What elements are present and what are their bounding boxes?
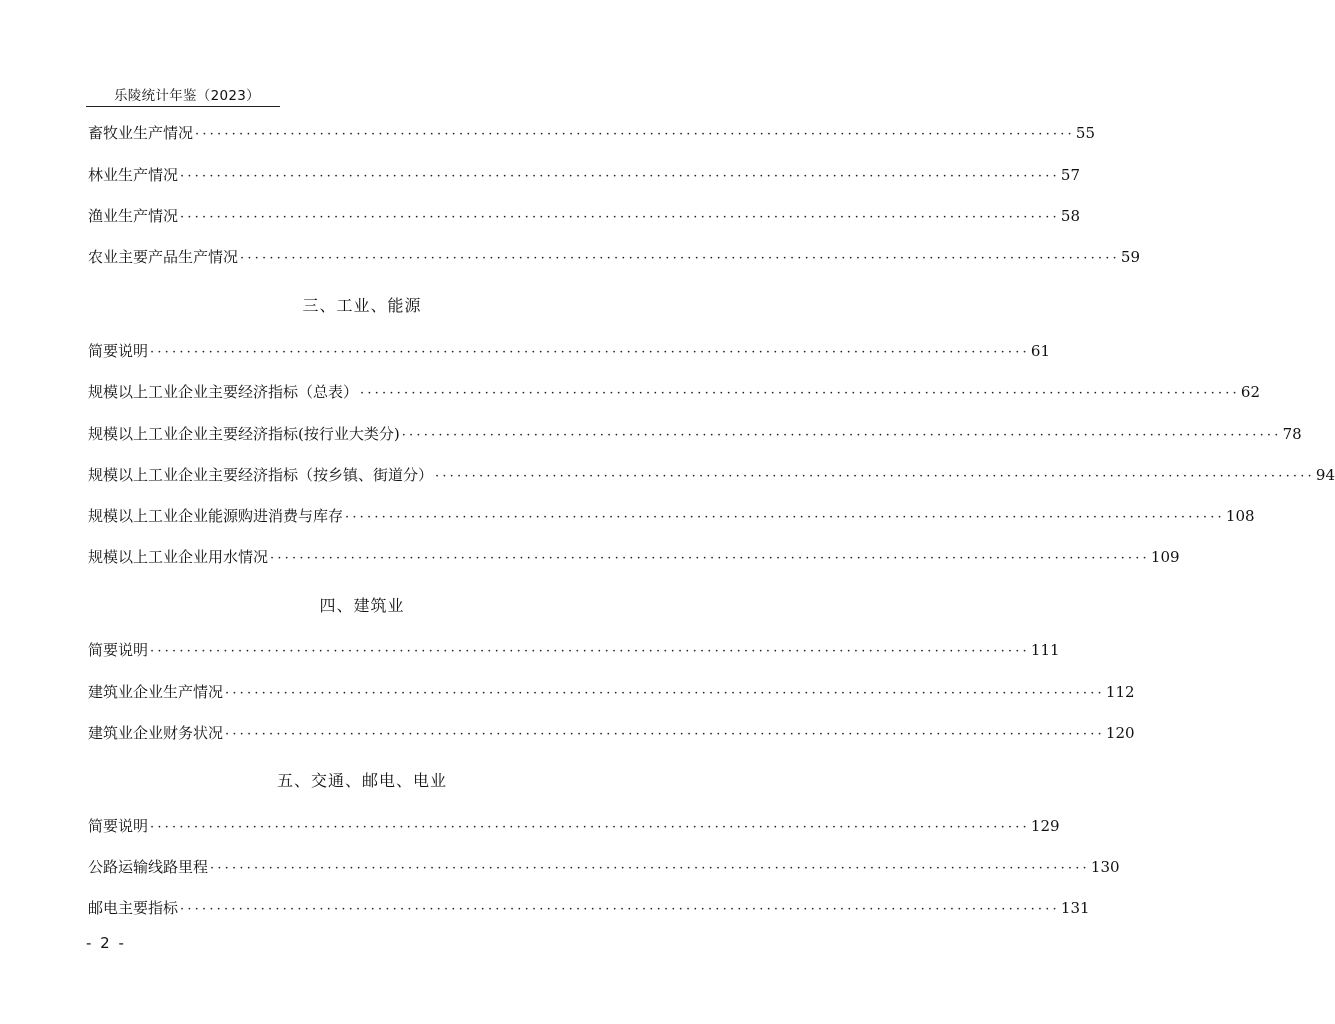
footer-page-number: - 2 - [86,934,126,952]
toc-entry-page: 62 [1240,383,1260,401]
toc-entry-label: 林业生产情况 [88,166,179,184]
toc-leader-dots: ························································································································ [180,169,1060,184]
toc-entry[interactable] [88,681,1135,701]
toc-entry[interactable] [88,546,1180,566]
toc-entry-page: 61 [1030,342,1050,360]
toc-entry-label: 公路运输线路里程 [88,858,209,876]
toc-entry-label: 规模以上工业企业能源购进消费与库存 [88,507,344,525]
toc-entry-label: 规模以上工业企业主要经济指标(按行业大类分) [88,425,400,443]
toc-entry[interactable] [88,464,1335,484]
toc-entry[interactable] [88,856,1120,876]
running-header [86,84,280,107]
toc-leader-dots: ························································································································ [210,861,1090,876]
toc-entry-page: 130 [1090,858,1120,876]
toc-entry[interactable] [88,122,1095,142]
toc-entry-page: 129 [1030,817,1060,835]
toc-leader-dots: ························································································································ [150,345,1030,360]
toc-leader-dots: ························································································································ [240,251,1120,266]
toc-leader-dots: ························································································································ [360,386,1240,401]
toc-entry[interactable] [88,722,1135,742]
section-title-industry: 三、工业、能源 [302,296,422,315]
toc-entry-page: 78 [1282,425,1302,443]
toc-leader-dots: ························································································································ [195,127,1075,142]
toc-entry-label: 建筑业企业生产情况 [88,683,224,701]
toc-leader-dots: ························································································································ [150,820,1030,835]
toc-entry[interactable] [88,205,1080,225]
toc-entry-page: 58 [1060,207,1080,225]
toc-entry[interactable] [88,381,1260,401]
toc-entry-label: 建筑业企业财务状况 [88,724,224,742]
toc-entry-label: 农业主要产品生产情况 [88,248,239,266]
section-title-construction: 四、建筑业 [319,596,405,615]
toc-entry-page: 120 [1105,724,1135,742]
toc-entry[interactable] [88,815,1060,835]
toc-entry-page: 131 [1060,899,1090,917]
toc-entry-label: 规模以上工业企业主要经济指标（按乡镇、街道分） [88,466,434,484]
toc-entry-label: 规模以上工业企业主要经济指标（总表） [88,383,359,401]
toc-leader-dots: ························································································································ [401,428,1282,443]
toc-leader-dots: ························································································································ [435,469,1315,484]
toc-entry-label: 简要说明 [88,342,149,360]
toc-entry[interactable] [88,246,1140,266]
toc-leader-dots: ························································································································ [270,551,1150,566]
toc-leader-dots: ························································································································ [150,644,1030,659]
toc-entry[interactable] [88,505,1255,525]
toc-leader-dots: ························································································································ [180,902,1060,917]
section-title-transport: 五、交通、邮电、电业 [276,771,447,790]
toc-entry-page: 112 [1105,683,1135,701]
toc-entry-page: 59 [1120,248,1140,266]
toc-entry-page: 109 [1150,548,1180,566]
toc-entry[interactable] [88,340,1050,360]
toc-entry[interactable] [88,897,1090,917]
toc-leader-dots: ························································································································ [180,210,1060,225]
toc-leader-dots: ························································································································ [345,510,1225,525]
toc-leader-dots: ························································································································ [225,727,1105,742]
toc-entry[interactable] [88,639,1060,659]
toc-entry-page: 94 [1315,466,1335,484]
toc-entry-page: 108 [1225,507,1255,525]
toc-leader-dots: ························································································································ [225,686,1105,701]
toc-entry-page: 57 [1060,166,1080,184]
toc-entry-label: 邮电主要指标 [88,899,179,917]
toc-entry-label: 简要说明 [88,817,149,835]
toc-entry[interactable] [88,423,1302,443]
toc-entry-label: 畜牧业生产情况 [88,124,194,142]
toc-entry-page: 111 [1030,641,1060,659]
toc-entry[interactable] [88,164,1080,184]
toc-entry-label: 规模以上工业企业用水情况 [88,548,269,566]
toc-entry-label: 渔业生产情况 [88,207,179,225]
toc-entry-label: 简要说明 [88,641,149,659]
toc-entry-page: 55 [1075,124,1095,142]
running-header-title: 乐陵统计年鉴（2023） [114,88,260,104]
